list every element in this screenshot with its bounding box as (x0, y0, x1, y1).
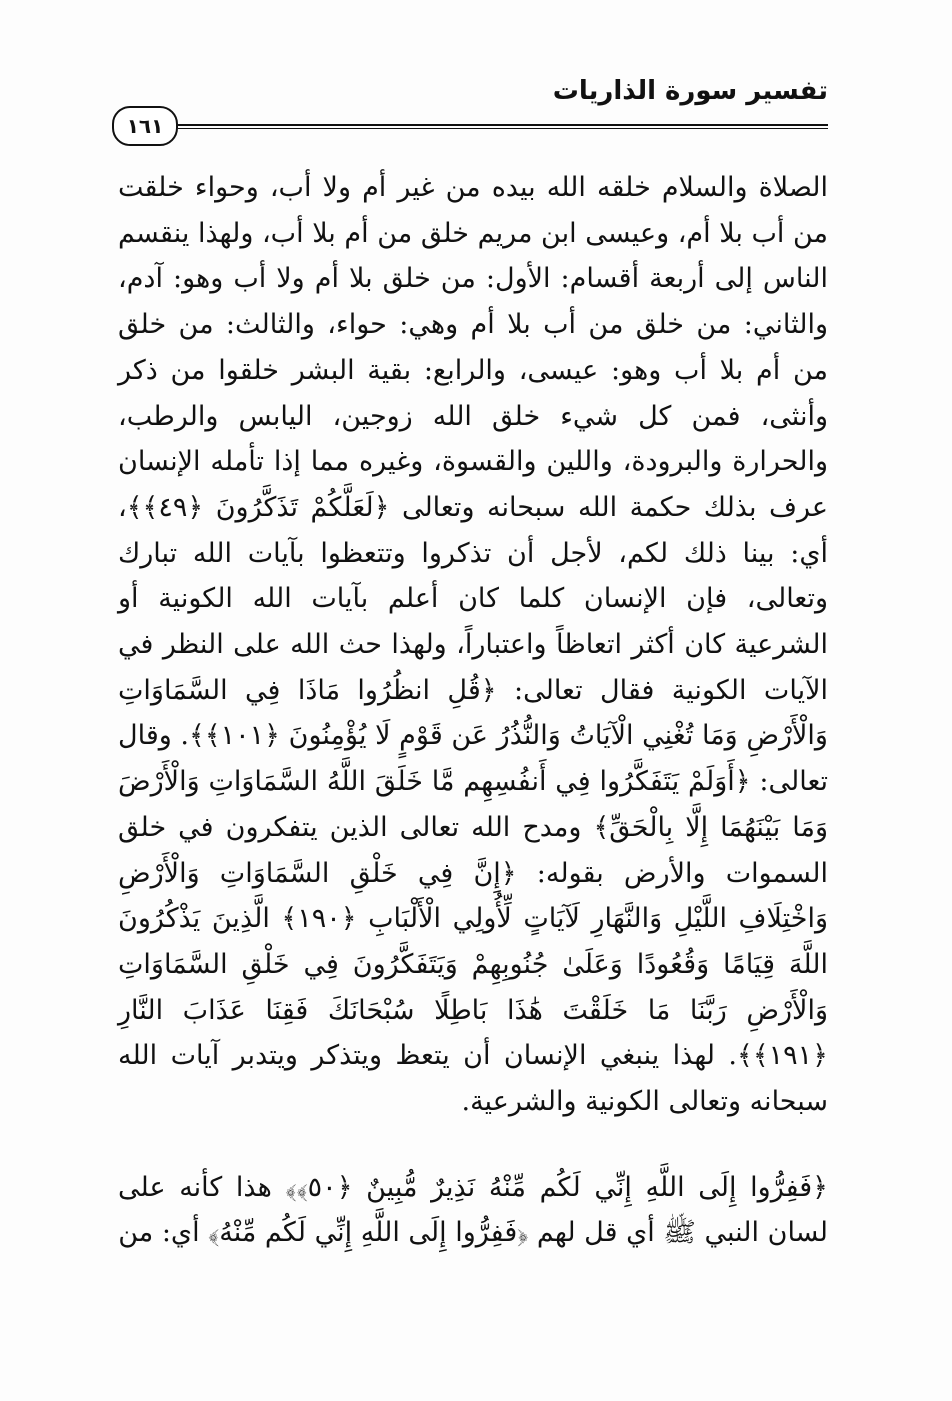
header-rule (178, 124, 828, 126)
page-header (118, 72, 828, 142)
page-number-badge: ١٦١ (112, 106, 178, 146)
paragraph-2: ﴿فَفِرُّوا إِلَى اللَّهِ إِنِّي لَكُم مِّنْهُ نَذِيرٌ مُّبِينٌ ﴿٥٠﴾﴾ هذا كأنه على لسان النبي ﷺ أي قل لهم ﴿فَفِرُّوا إِلَى اللَّهِ إِنِّي لَكُم مِّنْهُ﴾ أي: من (118, 1171, 828, 1249)
running-title: تفسير سورة الذاريات (552, 76, 828, 106)
paragraph-1: الصلاة والسلام خلقه الله بيده من غير أم ولا أب، وحواء خلقت من أب بلا أم، وعيسى ابن مريم خلق من أم بلا أب، ولهذا ينقسم الناس إلى أربعة أقسام: الأول: من خلق بلا أم ولا أب وهو: آدم، والثاني: من خلق من أب بلا أم وهي: حواء، والثالث: من خلق من أم بلا أب وهو: عيسى، والرابع: بقية البشر خلقوا من ذكر وأنثى، فمن كل شيء خلق الله زوجين، اليابس والرطب، والحرارة والبرودة، واللين والقسوة، وغيره مما إذا تأمله الإنسان عرف بذلك حكمة الله سبحانه وتعالى ﴿لَعَلَّكُمْ تَذَكَّرُونَ ﴿٤٩﴾﴾، أي: بينا ذلك لكم، لأجل أن تذكروا وتتعظوا بآيات الله تبارك وتعالى، فإن الإنسان كلما كان أعلم بآيات الله الكونية أو الشرعية كان أكثر اتعاظاً واعتباراً، ولهذا حث الله على النظر في الآيات الكونية فقال تعالى: ﴿قُلِ انظُرُوا مَاذَا فِي السَّمَاوَاتِ وَالْأَرْضِ وَمَا تُغْنِي الْآيَاتُ وَالنُّذُرُ عَن قَوْمٍ لَا يُؤْمِنُونَ ﴿١٠١﴾﴾. وقال تعالى: ﴿أَوَلَمْ يَتَفَكَّرُوا فِي أَنفُسِهِم مَّا خَلَقَ اللَّهُ السَّمَاوَاتِ وَالْأَرْضَ وَمَا بَيْنَهُمَا إِلَّا بِالْحَقِّ﴾ ومدح الله تعالى الذين يتفكرون في خلق السموات والأرض بقوله: ﴿إِنَّ فِي خَلْقِ السَّمَاوَاتِ وَالْأَرْضِ وَاخْتِلَافِ اللَّيْلِ وَالنَّهَارِ لَآيَاتٍ لِّأُولِي الْأَلْبَابِ ﴿١٩٠﴾ الَّذِينَ يَذْكُرُونَ اللَّهَ قِيَامًا وَقُعُودًا وَعَلَىٰ جُنُوبِهِمْ وَيَتَفَكَّرُونَ فِي خَلْقِ السَّمَاوَاتِ وَالْأَرْضِ رَبَّنَا مَا خَلَقْتَ هَٰذَا بَاطِلًا سُبْحَانَكَ فَقِنَا عَذَابَ النَّارِ ﴿١٩١﴾﴾. لهذا ينبغي الإنسان أن يتعظ ويتذكر ويتدبر آيات الله سبحانه وتعالى الكونية والشرعية. (118, 172, 828, 1118)
header-rule-thin (178, 128, 828, 129)
body-text (118, 165, 828, 1256)
